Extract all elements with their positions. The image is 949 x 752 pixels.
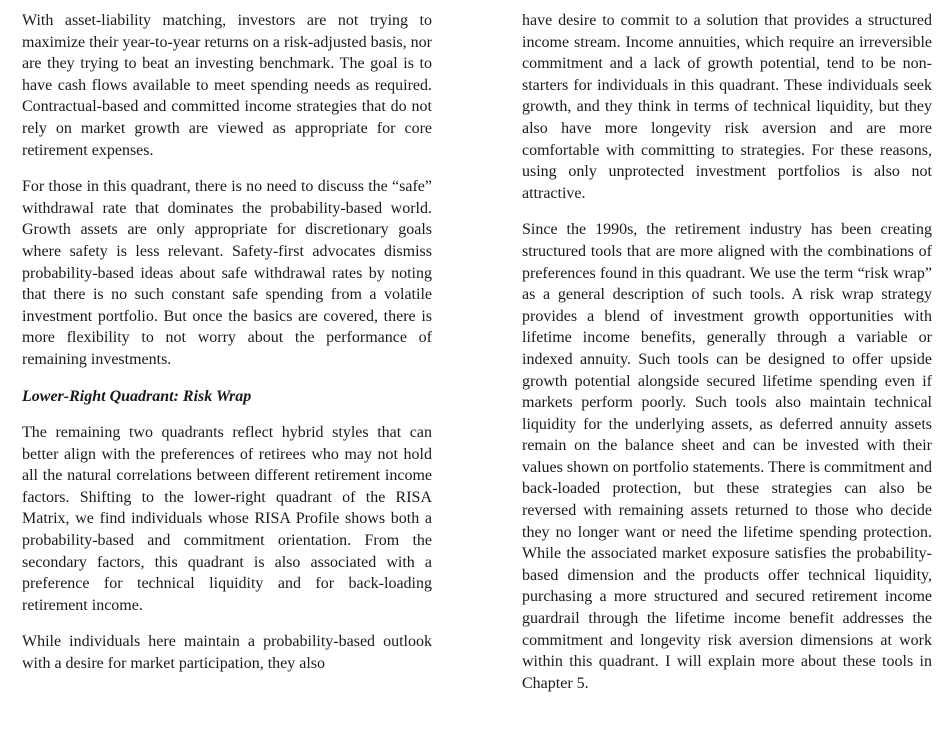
paragraph-hybrid-styles: The remaining two quadrants reflect hybrid styles that can better align with the preferences of retirees who may not hold all the natural correlations between different retirement income factors. Shifting to the lower-right quadrant of the RISA Matrix, we find individuals whose RISA Profile shows both a probability-based and commitment orientation. From the secondary factors, this quadrant is also associated with a preference for technical liquidity and for back-loading retirement income. [22, 424, 432, 614]
section-heading-risk-wrap: Lower-Right Quadrant: Risk Wrap [22, 387, 252, 405]
right-column [522, 10, 932, 709]
paragraph-structured-income: have desire to commit to a solution that provides a structured income stream. Income annuities, which require an irreversible commitment and a lack of growth potential, tend to be non-starters for individuals in this quadrant. These individuals seek growth, and they think in terms of technical liquidity, but they also have more longevity risk aversion and are more comfortable with committing to strategies. For these reasons, using only unprotected investment portfolios is also not attractive. [522, 12, 932, 202]
left-column [22, 10, 432, 690]
paragraph-asset-liability: With asset-liability matching, investors are not trying to maximize their year-to-year returns on a risk-adjusted basis, nor are they trying to beat an investing benchmark. The goal is to have cash flows available to meet spending needs as required. Contractual-based and committed income strategies that do not rely on market growth are viewed as appropriate for core retirement expenses. [22, 12, 432, 159]
paragraph-safe-withdrawal: For those in this quadrant, there is no need to discuss the “safe” withdrawal rate that dominates the probability-based world. Growth assets are only appropriate for discretionary goals where safety is less relevant. Safety-first advocates dismiss probability-based ideas about safe withdrawal rates by noting that there is no such constant safe spending from a volatile investment portfolio. But once the basics are covered, there is more flexibility to not worry about the performance of remaining investments. [22, 178, 432, 368]
paragraph-probability-outlook: While individuals here maintain a probability-based outlook with a desire for market participation, they also [22, 633, 432, 673]
paragraph-risk-wrap-tools: Since the 1990s, the retirement industry has been creating structured tools that are more aligned with the combinations of preferences found in this quadrant. We use the term “risk wrap” as a general description of such tools. A risk wrap strategy provides a blend of investment growth opportunities with lifetime income benefits, generally through a variable or indexed annuity. Such tools can be designed to offer upside growth potential alongside secured lifetime spending even if markets perform poorly. Such tools also maintain technical liquidity for the underlying assets, as deferred annuity assets remain on the balance sheet and can be invested with their values shown on portfolio statements. There is commitment and back-loaded protection, but these strategies can also be reversed with remaining assets returned to those who decide they no longer want or need the lifetime spending protection. While the associated market exposure satisfies the probability-based dimension and the products offer technical liquidity, purchasing a more structured and secured retirement income guardrail through the lifetime income benefit addresses the commitment and longevity risk aversion dimensions at work within this quadrant. I will explain more about these tools in Chapter 5. [522, 221, 932, 692]
